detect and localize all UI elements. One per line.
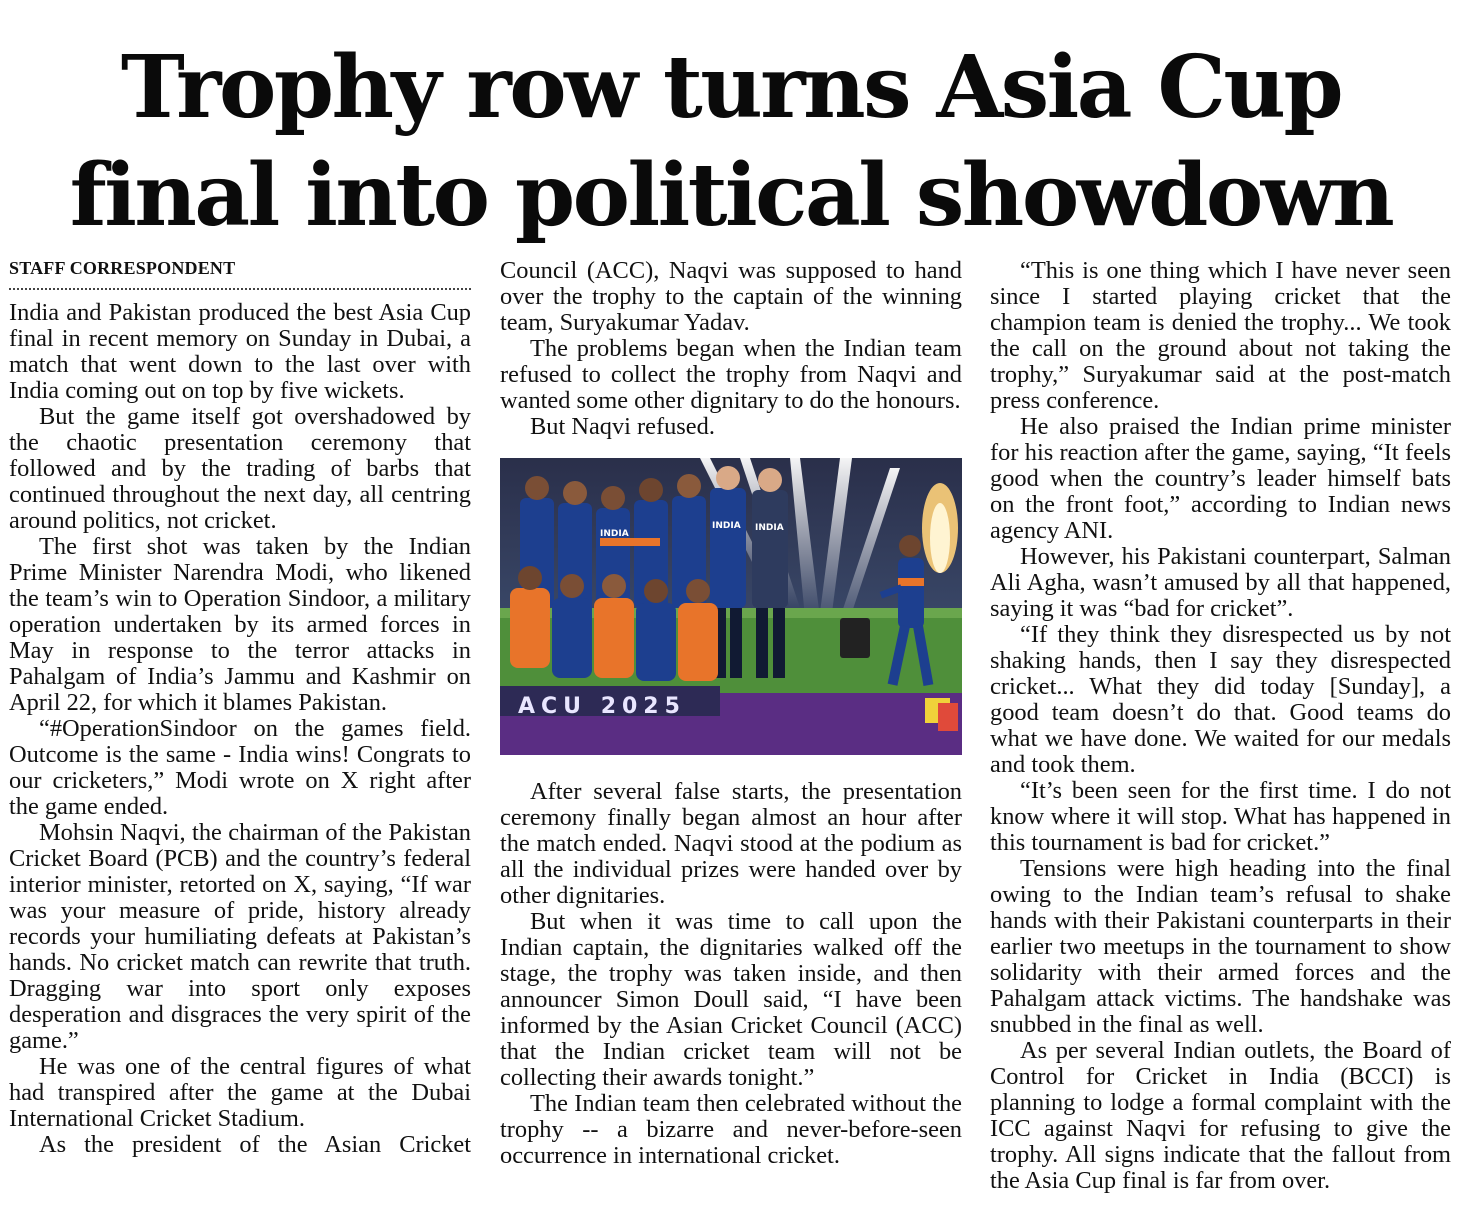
paragraph: Council (ACC), Naqvi was supposed to hand over the trophy to the captain of the winning team, Suryakumar Yadav. xyxy=(500,257,962,336)
paragraph: India and Pakistan produced the best Asia Cup final in recent memory on Sunday in Dubai, a match that went down to the last over with India coming out on top by five wickets. xyxy=(9,299,471,404)
article-column-2 xyxy=(500,258,962,1169)
headline-line-2: final into political showdown xyxy=(69,145,1393,246)
paragraph: After several false starts, the presentation ceremony finally began almost an hour after the match ended. Naqvi stood at the podium as all the individual prizes were handed over by other dignitaries. xyxy=(500,778,962,909)
paragraph: Tensions were high heading into the final owing to the Indian team’s refusal to shake hands with their Pakistani counterparts in their earlier two meetups in the tournament to show solidarity with their armed forces and the Pahalgam attack victims. The handshake was snubbed in the final as well. xyxy=(990,855,1451,1038)
jersey-text: INDIA xyxy=(712,521,741,531)
paragraph: But Naqvi refused. xyxy=(530,413,715,440)
paragraph: “If they think they disrespected us by not shaking hands, then I say they disrespected cricket... What they did today [Sunday], a good team doesn’t do that. Good teams do what we have done. We waited for our medals and took them. xyxy=(990,621,1451,778)
paragraph: “It’s been seen for the first time. I do not know where it will stop. What has happened in this tournament is bad for cricket.” xyxy=(990,777,1451,856)
paragraph: He also praised the Indian prime minister for his reaction after the game, saying, “It feels good when the country’s leader himself bats on the front foot,” according to Indian news agency ANI. xyxy=(990,413,1451,544)
paragraph: He was one of the central figures of what had transpired after the game at the Dubai International Cricket Stadium. xyxy=(9,1053,471,1132)
paragraph: The problems began when the Indian team refused to collect the trophy from Naqvi and wanted some other dignitary to do the honours. xyxy=(500,335,962,414)
fireworks-icon xyxy=(922,483,958,573)
paragraph: As per several Indian outlets, the Board of Control for Cricket in India (BCCI) is planning to lodge a formal complaint with the ICC against Naqvi for refusing to give the trophy. All signs indicate that the fallout from the Asia Cup final is far from over. xyxy=(990,1037,1451,1194)
article-column-3 xyxy=(990,258,1451,1194)
headline-line-1: Trophy row turns Asia Cup xyxy=(120,37,1342,138)
jersey-text: INDIA xyxy=(755,523,784,533)
paragraph: However, his Pakistani counterpart, Salman Ali Agha, wasn’t amused by all that happened, saying it was “bad for cricket”. xyxy=(990,543,1451,622)
paragraph: But when it was time to call upon the Indian captain, the dignitaries walked off the stage, the trophy was taken inside, and then announcer Simon Doull said, “I have been informed by the Asian Cricket Council (ACC) that the Indian cricket team will not be collecting their awards tonight.” xyxy=(500,908,962,1091)
paragraph: “This is one thing which I have never seen since I started playing cricket that the champion team is denied the trophy... We took the call on the ground about not taking the trophy,” Suryakumar said at the post-match press conference. xyxy=(990,257,1451,414)
paragraph: Mohsin Naqvi, the chairman of the Pakistan Cricket Board (PCB) and the country’s federal interior minister, retorted on X, saying, “If war was your measure of pride, history already records your humiliating defeats at Pakistan’s hands. No cricket match can rewrite that truth. Dragging war into sport only exposes desperation and disgraces the very spirit of the game.” xyxy=(9,819,471,1054)
stage-banner-text: ACU 2025 xyxy=(518,694,686,719)
jersey-text: INDIA xyxy=(600,529,629,539)
paragraph: But the game itself got overshadowed by the chaotic presentation ceremony that followed and by the trading of barbs that continued throughout the next day, all centring around politics, not cricket. xyxy=(9,403,471,534)
paragraph: The first shot was taken by the Indian Prime Minister Narendra Modi, who likened the team’s win to Operation Sindoor, a military operation undertaken by its armed forces in May in response to the terror attacks in Pahalgam of India’s Jammu and Kashmir on April 22, for which it blames Pakistan. xyxy=(9,533,471,716)
team-celebration-photo xyxy=(500,458,962,755)
headline xyxy=(0,34,1462,250)
byline: STAFF CORRESPONDENT xyxy=(9,258,471,290)
paragraph: “#OperationSindoor on the games field. Outcome is the same - India wins! Congrats to our cricketers,” Modi wrote on X right after the game ended. xyxy=(9,715,471,820)
camera-equipment xyxy=(840,618,870,658)
photo-illustration xyxy=(500,458,962,755)
paragraph: As the president of the Asian Cricket xyxy=(39,1131,471,1158)
paragraph: The Indian team then celebrated without the trophy -- a bizarre and never-before-seen occurrence in international cricket. xyxy=(500,1090,962,1169)
article-column-1 xyxy=(9,258,471,1158)
